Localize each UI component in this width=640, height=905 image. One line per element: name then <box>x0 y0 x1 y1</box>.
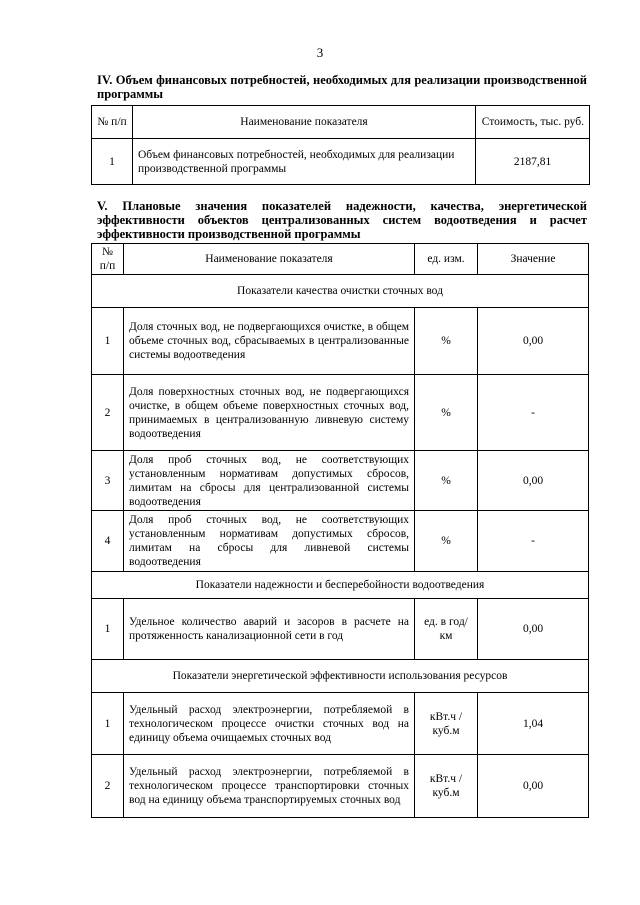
row-num: 2 <box>92 375 124 451</box>
row-name: Объем финансовых потребностей, необходимых для реализации производственной программы <box>133 139 476 185</box>
row-value: 0,00 <box>478 755 589 818</box>
row-name: Доля сточных вод, не подвергающихся очистке, в общем объеме сточных вод, сбрасываемых в централизованные системы водоотведения <box>124 308 415 375</box>
row-num: 2 <box>92 755 124 818</box>
row-unit: % <box>415 375 478 451</box>
table-row <box>92 451 589 511</box>
row-name: Удельный расход электроэнергии, потребляемой в технологическом процессе транспортировки сточных вод на единицу объема транспортируемых сточных вод <box>124 755 415 818</box>
row-value: 0,00 <box>478 451 589 511</box>
row-name: Доля проб сточных вод, не соответствующих установленным нормативам допустимых сбросов, лимитам на сбросы для централизованной системы водоотведения <box>124 451 415 511</box>
row-name: Доля поверхностных сточных вод, не подвергающихся очистке, в общем объеме поверхностных сточных вод, принимаемых в централизованную ливневую систему водоотведения <box>124 375 415 451</box>
table-row <box>92 599 589 660</box>
header-num: № п/п <box>92 106 133 139</box>
header-num: № п/п <box>92 244 124 275</box>
section-4-heading: IV. Объем финансовых потребностей, необходимых для реализации производственной программы <box>97 73 587 101</box>
section-5-heading: V. Плановые значения показателей надежности, качества, энергетической эффективности объектов централизованных систем водоотведения и расчет эффективности производственной программы <box>97 199 587 241</box>
row-num: 4 <box>92 511 124 572</box>
indicators-table <box>91 243 589 818</box>
row-num: 3 <box>92 451 124 511</box>
row-num: 1 <box>92 693 124 755</box>
row-name: Доля проб сточных вод, не соответствующих установленным нормативам допустимых сбросов, лимитам на сбросы для ливневой системы водоотведения <box>124 511 415 572</box>
table-row <box>92 139 590 185</box>
row-value: 0,00 <box>478 599 589 660</box>
header-cost: Стоимость, тыс. руб. <box>476 106 590 139</box>
row-value: 1,04 <box>478 693 589 755</box>
group-title-row <box>92 275 589 308</box>
row-value: - <box>478 511 589 572</box>
group-title: Показатели надежности и бесперебойности водоотведения <box>92 572 589 599</box>
header-name: Наименование показателя <box>124 244 415 275</box>
row-unit: кВт.ч / куб.м <box>415 755 478 818</box>
group-title: Показатели энергетической эффективности использования ресурсов <box>92 660 589 693</box>
header-name: Наименование показателя <box>133 106 476 139</box>
table-row <box>92 511 589 572</box>
row-num: 1 <box>92 308 124 375</box>
row-num: 1 <box>92 139 133 185</box>
row-unit: кВт.ч / куб.м <box>415 693 478 755</box>
header-value: Значение <box>478 244 589 275</box>
financial-needs-table <box>91 105 590 185</box>
row-value: 2187,81 <box>476 139 590 185</box>
row-num: 1 <box>92 599 124 660</box>
row-name: Удельное количество аварий и засоров в расчете на протяженность канализационной сети в год <box>124 599 415 660</box>
table-header-row <box>92 244 589 275</box>
row-unit: ед. в год/ км <box>415 599 478 660</box>
group-title: Показатели качества очистки сточных вод <box>92 275 589 308</box>
row-value: 0,00 <box>478 308 589 375</box>
row-unit: % <box>415 451 478 511</box>
table-row <box>92 375 589 451</box>
header-unit: ед. изм. <box>415 244 478 275</box>
table-row <box>92 308 589 375</box>
group-title-row <box>92 660 589 693</box>
row-unit: % <box>415 511 478 572</box>
row-name: Удельный расход электроэнергии, потребляемой в технологическом процессе очистки сточных вод на единицу объема очищаемых сточных вод <box>124 693 415 755</box>
row-value: - <box>478 375 589 451</box>
group-title-row <box>92 572 589 599</box>
page-number: 3 <box>316 45 324 60</box>
table-row <box>92 755 589 818</box>
row-unit: % <box>415 308 478 375</box>
table-row <box>92 693 589 755</box>
table-header-row <box>92 106 590 139</box>
